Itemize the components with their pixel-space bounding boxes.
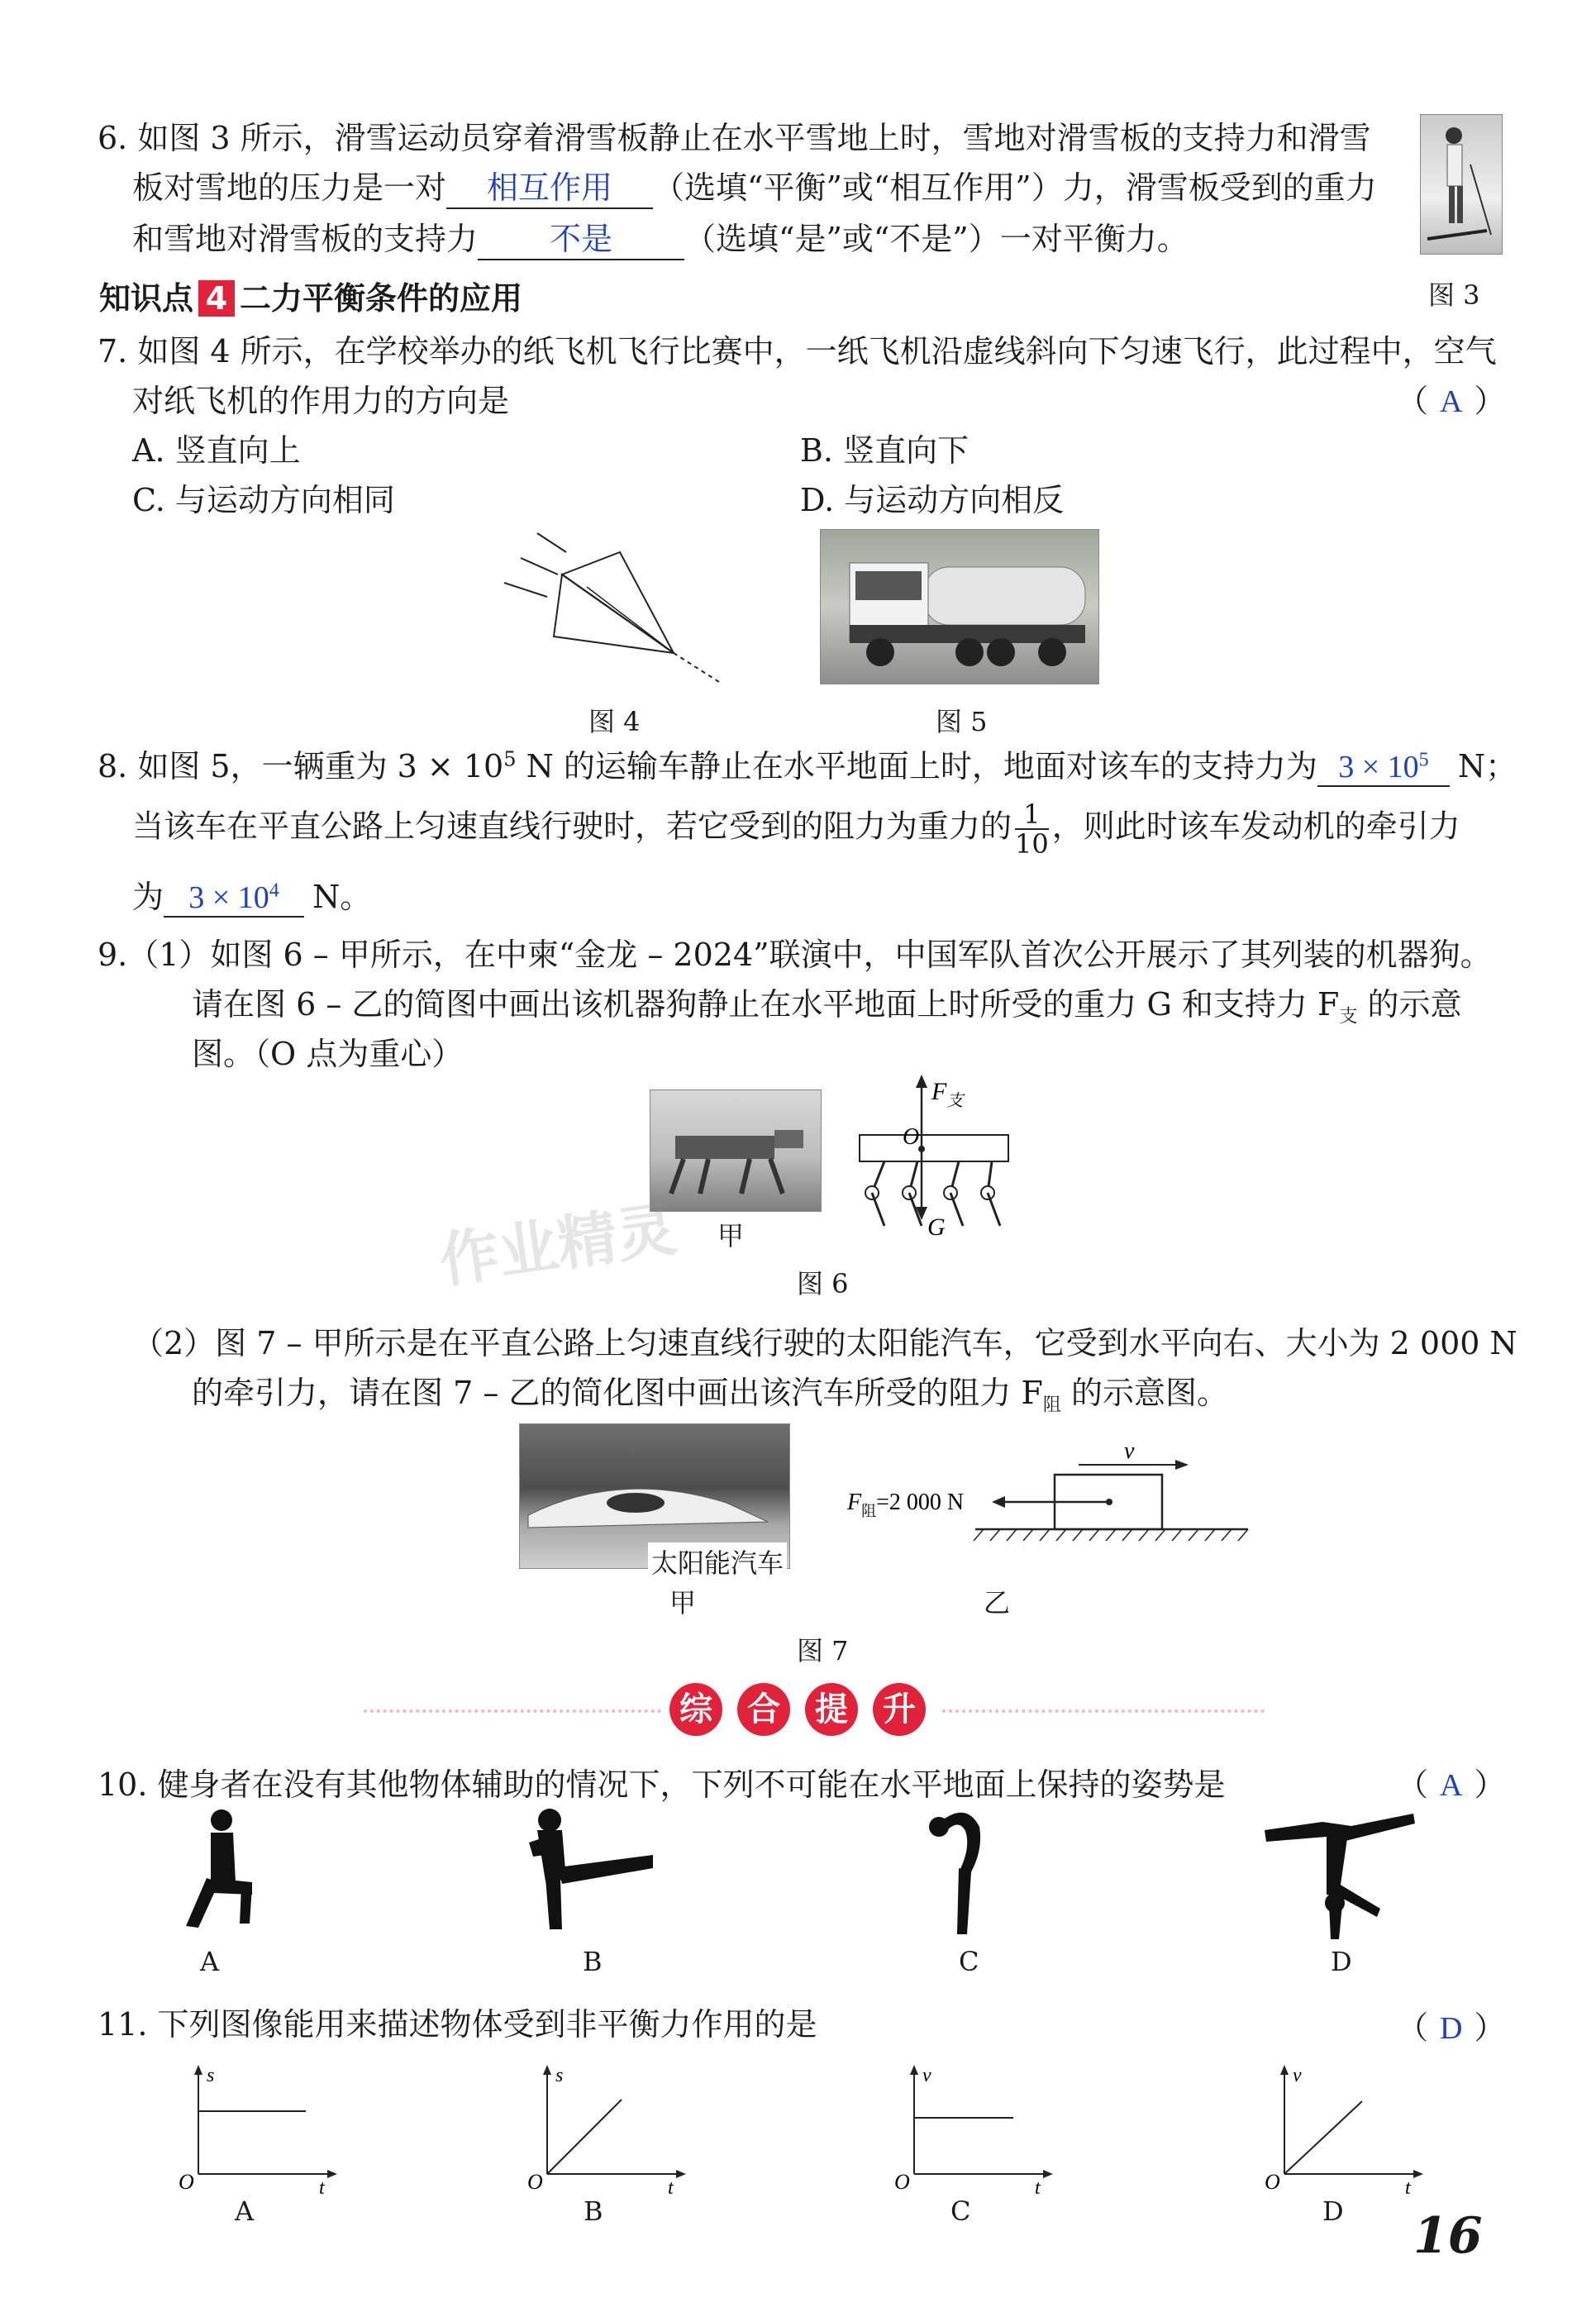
frac-numerator: 1	[1015, 800, 1049, 830]
q10-label-c: C	[959, 1946, 979, 1977]
q8-answer-1	[1317, 749, 1450, 787]
q7-line2: 对纸飞机的作用力的方向是	[132, 383, 510, 419]
fig6-f-label: $F_支$	[931, 1078, 964, 1110]
q8-line3-pre: 为	[132, 879, 164, 915]
paper-airplane-diagram	[496, 529, 727, 694]
q9-part1-line2	[192, 979, 1462, 1028]
robot-dog-figure	[650, 1090, 822, 1213]
graph-a-x-label: t	[319, 2177, 325, 2199]
fraction-one-tenth	[1015, 800, 1049, 858]
q6-line3-post: （选填“是”或“不是”）一对平衡力。	[684, 221, 1189, 257]
q10-answer: A	[1440, 1768, 1463, 1803]
q9-part1-line3: 图。（O 点为重心）	[192, 1036, 464, 1072]
graph-b-s-t-linear	[522, 2065, 688, 2199]
q9-p2-line2-post: 的示意图。	[1060, 1375, 1228, 1411]
q7-option-d: D. 与运动方向相反	[800, 482, 1065, 518]
fig6-o-label: O	[903, 1124, 920, 1150]
graph-a-y-label: s	[207, 2065, 215, 2086]
q7-option-a: A. 竖直向上	[132, 432, 301, 469]
robot-dog-force-diagram	[835, 1073, 1033, 1255]
q8-line1	[98, 741, 1517, 787]
posture-b-leg-raise-silhouette	[512, 1805, 661, 1938]
q8-line1-pre: 8. 如图 5，一辆重为 3 × 10	[98, 748, 504, 784]
q9-p1-line2-post: 的示意	[1357, 986, 1462, 1023]
q8-line1-mid: N 的运输车静止在水平地面上时，地面对该车的支持力为	[516, 748, 1317, 784]
fig4-caption: 图 4	[588, 706, 641, 737]
q9-p1-line2-text: 请在图 6 – 乙的简图中画出该机器狗静止在水平地面上时所受的重力 G 和支持力 F	[192, 986, 1340, 1023]
paren-left: （	[1397, 383, 1429, 419]
fig7-v-label: v	[1124, 1438, 1135, 1464]
section-divider-left	[364, 1709, 661, 1713]
fig7-caption: 图 7	[797, 1635, 849, 1666]
paren-right: ）	[1474, 1766, 1506, 1803]
q11-label-c: C	[950, 2195, 971, 2227]
q11-answer-bracket	[1397, 2002, 1505, 2048]
truck-figure	[821, 530, 1100, 685]
q11-label-a: A	[235, 2195, 255, 2227]
q10-label-d: D	[1331, 1946, 1352, 1977]
q11-label-d: D	[1322, 2195, 1344, 2227]
knowledge-point-4-heading	[99, 273, 522, 318]
ans2-base: 3 × 10	[188, 880, 269, 915]
q10-label-a: A	[200, 1946, 220, 1977]
q9-part1-line1: 9.（1）如图 6 – 甲所示，在中柬“金龙 – 2024”联演中，中国军队首次公开展示了其列装的机器狗。	[98, 937, 1492, 973]
q8-line2-post: ，则此时该车发动机的牵引力	[1051, 808, 1460, 845]
q7-option-b: B. 竖直向下	[800, 432, 970, 469]
ans2-exp: 4	[269, 880, 279, 902]
q8-unit2: N。	[312, 879, 372, 915]
q7-line1: 7. 如图 4 所示，在学校举办的纸飞机飞行比赛中，一纸飞机沿虚线斜向下匀速飞行，此过程中，空气	[98, 333, 1497, 369]
q9-part2-line1: （2）图 7 – 甲所示是在平直公路上匀速直线行驶的太阳能汽车，它受到水平向右、大小为 2 000 N	[132, 1325, 1517, 1361]
fig7-car-label: 太阳能汽车	[648, 1542, 787, 1580]
q7-answer-bracket	[1397, 375, 1505, 421]
q11-line1: 11. 下列图像能用来描述物体受到非平衡力作用的是	[98, 2006, 817, 2043]
fig6-g-label: G	[927, 1213, 946, 1241]
graph-b-origin: O	[527, 2170, 543, 2194]
graph-c-v-t-constant	[889, 2065, 1055, 2199]
posture-d-cartwheel-silhouette	[1256, 1805, 1422, 1946]
q8-line2	[132, 800, 1460, 858]
graph-d-origin: O	[1265, 2170, 1280, 2194]
section-char-1: 综	[669, 1683, 722, 1736]
section-title-comprehensive	[669, 1683, 941, 1736]
paren-right: ）	[1474, 383, 1506, 419]
graph-d-y-label: v	[1293, 2065, 1302, 2086]
kp-title: 二力平衡条件的应用	[240, 280, 523, 317]
q8-line3	[132, 871, 371, 918]
fig7-yi-label: 乙	[984, 1587, 1011, 1619]
paren-left: （	[1397, 2009, 1429, 2046]
fig6-caption: 图 6	[797, 1268, 849, 1299]
kp-prefix: 知识点	[99, 280, 194, 317]
graph-d-x-label: t	[1405, 2177, 1411, 2199]
skier-figure	[1421, 115, 1503, 255]
q9-part2-line2	[192, 1367, 1228, 1417]
fig7-force-label: $F_阻=2$ 000 N	[847, 1490, 965, 1519]
section-divider-right	[942, 1709, 1265, 1713]
paren-left: （	[1397, 1766, 1429, 1803]
paren-right: ）	[1474, 2009, 1506, 2046]
q6-line1: 6. 如图 3 所示，滑雪运动员穿着滑雪板静止在水平雪地上时，雪地对滑雪板的支持力和滑雪	[98, 120, 1371, 156]
q8-unit1: N；	[1457, 748, 1517, 784]
q9-p2-line2-pre: 的牵引力，请在图 7 – 乙的简化图中画出该汽车所受的阻力 F	[192, 1375, 1043, 1411]
graph-b-y-label: s	[555, 2065, 564, 2086]
graph-b-x-label: t	[668, 2177, 674, 2199]
section-char-2: 合	[737, 1683, 790, 1736]
q6-line2	[132, 162, 1377, 209]
q6-answer-2: 不是	[478, 213, 684, 260]
q7-option-c: C. 与运动方向相同	[132, 482, 395, 518]
q9-p1-line2-sub: 支	[1339, 1006, 1358, 1027]
q6-answer-1: 相互作用	[446, 162, 653, 209]
q11-answer: D	[1440, 2011, 1463, 2046]
graph-c-y-label: v	[922, 2065, 931, 2086]
graph-d-v-t-linear	[1260, 2065, 1425, 2199]
graph-c-origin: O	[894, 2170, 910, 2194]
fig6-jia-label: 甲	[717, 1220, 745, 1251]
ans1-base: 3 × 10	[1338, 750, 1419, 784]
robot-dog-photo	[650, 1089, 822, 1212]
q6-line2-pre: 板对雪地的压力是一对	[132, 169, 447, 206]
fig3-caption: 图 3	[1428, 279, 1480, 311]
q8-line2-pre: 当该车在平直公路上匀速直线行驶时，若它受到的阻力为重力的	[132, 808, 1012, 845]
tanker-truck-photo	[820, 529, 1099, 684]
q10-answer-bracket	[1397, 1759, 1505, 1804]
q7-answer: A	[1440, 384, 1463, 419]
kp-number-badge: 4	[198, 280, 235, 317]
q8-answer-2	[164, 880, 304, 918]
solar-car-force-diagram	[843, 1433, 1248, 1549]
section-char-3: 提	[805, 1683, 858, 1736]
q9-p2-line2-sub: 阻	[1042, 1394, 1061, 1416]
q8-exp1: 5	[503, 747, 517, 771]
skier-photo	[1420, 114, 1503, 255]
q6-line3-pre: 和雪地对滑雪板的支持力	[132, 221, 479, 257]
q11-label-b: B	[584, 2195, 603, 2227]
q6-line3	[132, 213, 1189, 260]
q6-line2-post: （选填“平衡”或“相互作用”）力，滑雪板受到的重力	[653, 169, 1377, 206]
fig7-jia-label: 甲	[669, 1587, 697, 1619]
posture-a-sitting-silhouette	[174, 1804, 264, 1936]
graph-a-origin: O	[179, 2170, 194, 2194]
graph-c-x-label: t	[1035, 2177, 1041, 2199]
ans1-exp: 5	[1418, 749, 1429, 771]
frac-denominator: 10	[1015, 828, 1049, 860]
page-number: 16	[1413, 2207, 1483, 2265]
fig5-caption: 图 5	[936, 706, 988, 737]
posture-c-arch-silhouette	[917, 1802, 1000, 1943]
q10-line1: 10. 健身者在没有其他物体辅助的情况下，下列不可能在水平地面上保持的姿势是	[98, 1766, 1226, 1803]
watermark-text: 作业精灵	[435, 1194, 681, 1296]
graph-a-s-t-constant	[174, 2065, 339, 2199]
section-char-4: 升	[873, 1683, 926, 1736]
q10-label-b: B	[583, 1946, 603, 1977]
